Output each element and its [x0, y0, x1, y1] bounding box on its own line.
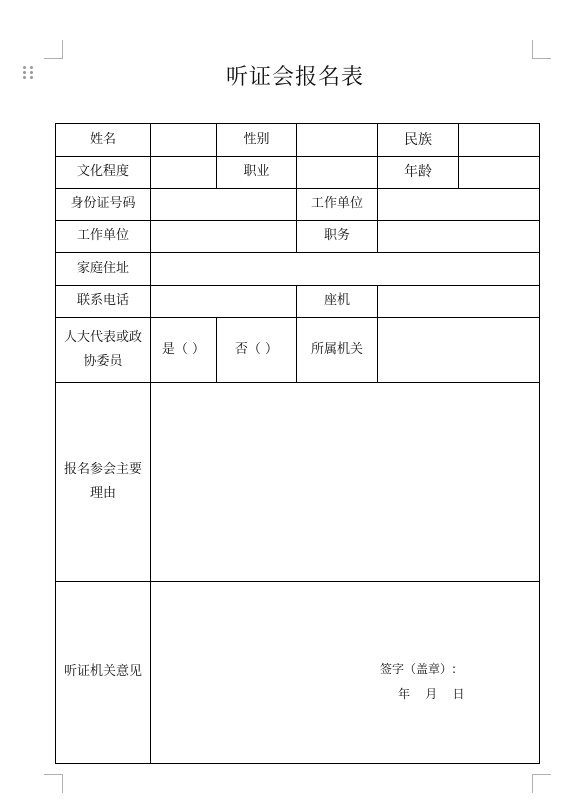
table-row: [56, 582, 540, 764]
table-row: [56, 189, 540, 221]
affiliated-org-label: 所属机关: [297, 318, 378, 383]
landline-field[interactable]: [378, 286, 540, 318]
position-label: 职务: [297, 221, 378, 253]
reason-label-line1: 报名参会主要: [63, 462, 142, 477]
date-label: 年 月 日: [398, 687, 465, 701]
work-unit-label: 工作单位: [56, 221, 151, 253]
deputy-no-option[interactable]: 否（ ）: [217, 318, 297, 383]
education-field[interactable]: [151, 157, 217, 189]
reason-label: [56, 383, 151, 582]
reason-label-line2: 理由: [89, 486, 116, 501]
hearing-opinion-label: 听证机关意见: [56, 582, 151, 764]
phone-field[interactable]: [151, 286, 297, 318]
occupation-label: 职业: [217, 157, 297, 189]
table-row: [56, 253, 540, 286]
table-row: [56, 318, 540, 383]
deputy-member-label: 人大代表或政协委员: [56, 318, 151, 383]
home-address-field[interactable]: [151, 253, 540, 286]
work-unit-field[interactable]: [151, 221, 297, 253]
registration-form-table: [55, 123, 540, 764]
table-row: [56, 157, 540, 189]
table-row: [56, 383, 540, 582]
landline-label: 座机: [297, 286, 378, 318]
table-row: [56, 286, 540, 318]
page-corner-top-right: [532, 40, 551, 59]
document-title: 听证会报名表: [225, 65, 364, 90]
signature-label: 签字（盖章）:: [380, 662, 457, 676]
position-field[interactable]: [378, 221, 540, 253]
ethnicity-label: 民族: [378, 124, 459, 157]
ethnicity-field[interactable]: [459, 124, 540, 157]
name-field[interactable]: [151, 124, 217, 157]
home-address-label: 家庭住址: [56, 253, 151, 286]
page-corner-bottom-right: [532, 774, 551, 793]
phone-label: 联系电话: [56, 286, 151, 318]
deputy-yes-option[interactable]: 是（ ）: [151, 318, 217, 383]
employer-label: 工作单位: [297, 189, 378, 221]
table-row: [56, 124, 540, 157]
age-field[interactable]: [459, 157, 540, 189]
name-label: 姓名: [56, 124, 151, 157]
gender-label: 性别: [217, 124, 297, 157]
age-label: 年龄: [378, 157, 459, 189]
employer-field[interactable]: [378, 189, 540, 221]
occupation-field[interactable]: [297, 157, 378, 189]
id-number-field[interactable]: [151, 189, 297, 221]
education-label: 文化程度: [56, 157, 151, 189]
page-corner-top-left: [44, 40, 63, 59]
signature-area: [151, 582, 539, 763]
page-corner-bottom-left: [44, 774, 63, 793]
table-row: [56, 221, 540, 253]
id-number-label: 身份证号码: [56, 189, 151, 221]
reason-field[interactable]: [151, 383, 540, 582]
hearing-opinion-field[interactable]: [151, 582, 540, 764]
affiliated-org-field[interactable]: [378, 318, 540, 383]
gender-field[interactable]: [297, 124, 378, 157]
